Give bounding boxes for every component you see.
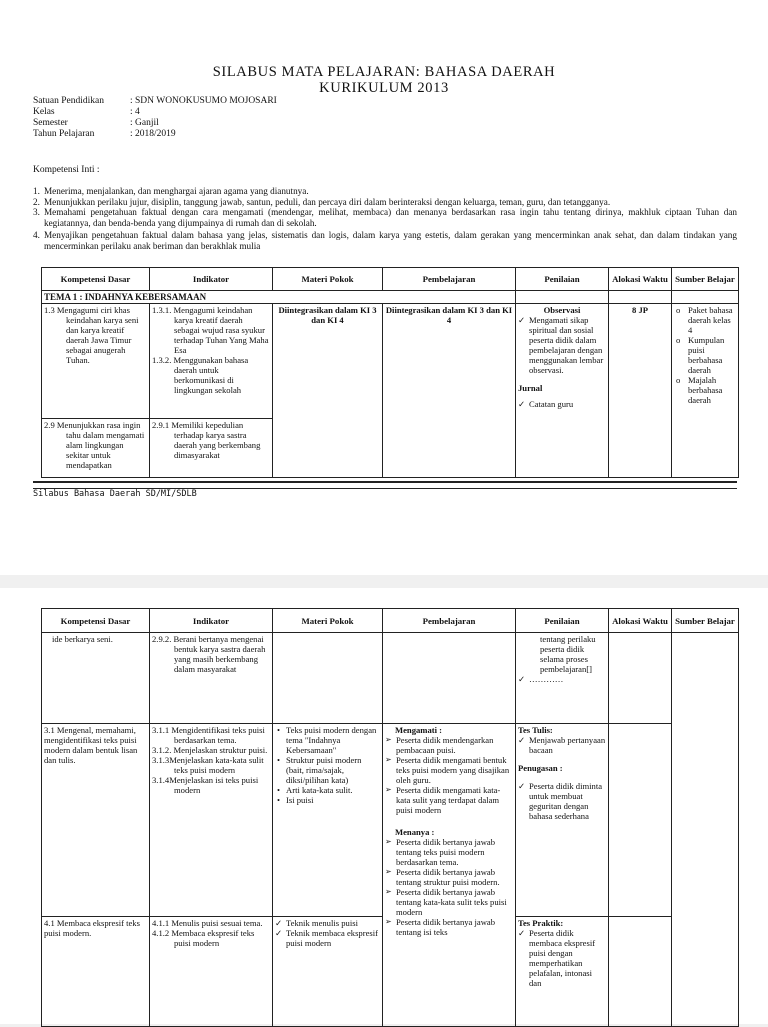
empty-cell [383,633,516,724]
empty-cell [609,724,672,917]
empty-cell [609,633,672,724]
identity-key: Kelas [33,107,55,117]
ki-number: 3. [33,207,40,218]
pembelajaran-item: ➢ Peserta didik mengamati kata-kata sulit yang terdapat dalam puisi modern [385,785,513,815]
kd-text: 2.9 Menunjukkan rasa ingin tahu dalam mengamati alam lingkungan sekitar untuk mendapatkan [44,420,145,470]
kd-text: 3.1 Mengenal, memahami, mengidentifikasi teks puisi modern dalam bentuk lisan dan tulis. [44,725,138,765]
header-kompetensi-dasar: Kompetensi Dasar [42,268,150,291]
indikator-item: 3.1.2. Menjelaskan struktur puisi. [152,745,268,755]
document-subtitle: KURIKULUM 2013 [319,80,449,96]
tema-title: TEMA 1 : INDAHNYA KEBERSAMAAN [42,291,516,304]
identity-row-tahun [33,129,277,140]
kd-2-9 [42,419,150,478]
kd-1-3 [42,304,150,419]
pembelajaran-cell [383,724,516,1027]
identity-value: : 4 [130,107,140,117]
empty-cell [672,291,739,304]
header-alokasi-waktu: Alokasi Waktu [609,268,672,291]
pembelajaran-item: ➢ Peserta didik mendengarkan pembacaan puisi. [385,735,513,755]
ki-item [33,230,737,251]
header-pembelajaran: Pembelajaran [383,268,516,291]
kompetensi-inti-heading: Kompetensi Inti : [33,165,100,175]
pembelajaran-item: ➢ Peserta didik mengamati bentuk teks puisi modern yang disajikan oleh guru. [385,755,513,785]
indikator-2-9-2 [150,633,273,724]
materi-item: • Struktur puisi modern (bait, rima/sajak, diksi/pilihan kata) [275,755,380,785]
indikator-1-3 [150,304,273,419]
identity-row-kelas [33,107,277,118]
table-row [42,633,739,724]
indikator-3-1 [150,724,273,917]
mengamati-label: Mengamati : [395,725,443,735]
penilaian-jurnal-label: Jurnal [518,383,543,393]
tes-praktik-label: Tes Praktik: [518,918,564,928]
header-penilaian: Penilaian [516,268,609,291]
ki-item [33,207,737,228]
materi-item: • Isi puisi [275,795,380,805]
materi-list [275,918,380,948]
kd-text: 1.3 Mengagumi ciri khas keindahan karya seni dan karya kreatif daerah Jawa Timur sebagai anugerah Tuhan. [44,305,139,365]
identity-row-satuan [33,96,277,107]
materi-list [275,725,380,805]
alokasi-waktu-cell: 8 JP [609,304,672,478]
penilaian-item: ✓ Peserta didik membaca ekspresif puisi dengan memperhatikan pelafalan, intonasi dan [518,928,606,988]
menanya-list [385,837,513,937]
ki-text: Menyajikan pengetahuan faktual dalam bahasa yang jelas, sistematis dan logis, dalam karya yang estetis, dalam gerakan yang mencerminkan anak sehat, dan dalam tindakan yang mencerminkan perilaku anak beriman dan berakhlak mulia [44,230,737,251]
table-header-row [42,609,739,633]
materi-4-1 [273,917,383,1027]
syllabus-table-page-2 [41,608,739,1027]
ki-item [33,197,737,208]
penilaian-item: ✓ Menjawab pertanyaan bacaan [518,735,606,755]
indikator-item: 3.1.3Menjelaskan kata-kata sulit teks puisi modern [152,755,264,775]
identity-row-semester [33,118,277,129]
penilaian-cell [516,304,609,478]
identity-key: Satuan Pendidikan [33,96,104,106]
sumber-belajar-cell [672,304,739,478]
penilaian-3-1 [516,724,609,917]
sumber-item: o Majalah berbahasa daerah [674,375,736,405]
materi-item: ✓ Teknik membaca ekspresif puisi modern [275,928,380,948]
header-alokasi-waktu: Alokasi Waktu [609,609,672,633]
indikator-item: 2.9.2. Berani bertanya mengenai bentuk karya sastra daerah yang masih berkembang dalam masyarakat [152,634,266,674]
ki-number: 4. [33,230,40,241]
indikator-item: 1.3.1. Mengagumi keindahan karya kreatif daerah sebagai wujud rasa syukur terhadap Tuhan Yang Maha Esa [152,305,269,355]
materi-3-1 [273,724,383,917]
materi-item: ✓ Teknik menulis puisi [275,918,380,928]
penilaian-item: ✓ Catatan guru [518,399,606,409]
header-materi-pokok: Materi Pokok [273,609,383,633]
empty-cell [273,633,383,724]
table-row [42,724,739,917]
materi-item: • Teks puisi modern dengan tema "Indahnya Kebersamaan" [275,725,380,755]
header-materi-pokok: Materi Pokok [273,268,383,291]
table-header-row [42,268,739,291]
kd-2-9-continued [42,633,150,724]
materi-pokok-cell: Diintegrasikan dalam KI 3 dan KI 4 [273,304,383,478]
penilaian-jurnal-list [518,399,606,409]
pembelajaran-item: ➢ Peserta didik bertanya jawab tentang kata-kata sulit teks puisi modern [385,887,513,917]
ki-text: Memahami pengetahuan faktual dengan cara mengamati (mendengar, melihat, membaca) dan menanya berdasarkan rasa ingin tahu tentang dirinya, makhluk ciptaan Tuhan dan kegiatannya, dan benda-benda yang dijumpainya di rumah dan di sekolah. [44,207,737,228]
header-sumber-belajar: Sumber Belajar [672,609,739,633]
identity-key: Semester [33,118,68,128]
empty-cell [516,291,609,304]
penilaian-item: ✓ Mengamati sikap spiritual dan sosial peserta didik dalam pembelajaran dengan menggunakan lembar observasi. [518,315,606,375]
footer-divider [33,481,737,489]
indikator-item: 2.9.1 Memiliki kepedulian terhadap karya sastra daerah yang berkembang dimasyarakat [152,420,261,460]
ki-number: 1. [33,186,40,196]
identity-value: : 2018/2019 [130,129,176,139]
tes-tulis-label: Tes Tulis: [518,725,553,735]
tes-tulis-list [518,735,606,755]
sumber-item: o Kumpulan puisi berbahasa daerah [674,335,736,375]
indikator-4-1 [150,917,273,1027]
pembelajaran-item: ➢ Peserta didik bertanya jawab tentang isi teks [385,917,513,937]
header-indikator: Indikator [150,609,273,633]
ki-item [33,186,737,197]
indikator-2-9 [150,419,273,478]
footer-text: Silabus Bahasa Daerah SD/MI/SDLB [33,489,197,499]
header-penilaian: Penilaian [516,609,609,633]
ki-text: Menunjukkan perilaku jujur, disiplin, tanggung jawab, santun, peduli, dan percaya diri dalam berinteraksi dengan keluarga, teman, guru, dan tetangganya. [44,196,611,207]
materi-item: • Arti kata-kata sulit. [275,785,380,795]
indikator-item: 4.1.1 Menulis puisi sesuai tema. [152,918,263,928]
pembelajaran-item: ➢ Peserta didik bertanya jawab tentang struktur puisi modern. [385,867,513,887]
empty-cell [609,291,672,304]
indikator-item: 4.1.2 Membaca ekspresif teks puisi modern [152,928,255,948]
document-title: SILABUS MATA PELAJARAN: BAHASA DAERAH [212,64,556,80]
penilaian-list [518,674,606,684]
indikator-item: 3.1.1 Mengidentifikasi teks puisi berdasarkan tema. [152,725,265,745]
header-kompetensi-dasar: Kompetensi Dasar [42,609,150,633]
penilaian-observasi-label: Observasi [543,305,581,315]
kd-text: 4.1 Membaca ekspresif teks puisi modern. [44,918,140,938]
table-row [42,304,739,419]
tema-row [42,291,739,304]
penilaian-text: tentang perilaku peserta didik selama proses pembelajaran[] [540,634,596,674]
indikator-item: 1.3.2. Menggunakan bahasa daerah untuk berkomunikasi di lingkungan sekolah [152,355,249,395]
sumber-item: o Paket bahasa daerah kelas 4 [674,305,736,335]
kd-text: ide berkarya seni. [52,634,113,644]
header-sumber-belajar: Sumber Belajar [672,268,739,291]
ki-number: 2. [33,196,40,207]
indikator-item: 3.1.4Menjelaskan isi teks puisi modern [152,775,259,795]
ki-text: Menerima, menjalankan, dan menghargai ajaran agama yang dianutnya. [44,186,309,196]
identity-key: Tahun Pelajaran [33,129,95,139]
penugasan-list [518,781,606,821]
menanya-label: Menanya : [395,827,435,837]
kd-3-1 [42,724,150,917]
syllabus-table-page-1 [41,267,739,478]
empty-cell [609,917,672,1027]
penilaian-continued [516,633,609,724]
kompetensi-inti-list [33,186,737,252]
header-pembelajaran: Pembelajaran [383,609,516,633]
kd-4-1 [42,917,150,1027]
sumber-belajar-list [674,305,736,405]
mengamati-list [385,735,513,815]
penilaian-4-1 [516,917,609,1027]
penugasan-label: Penugasan : [518,763,563,773]
pembelajaran-cell: Diintegrasikan dalam KI 3 dan KI 4 [383,304,516,478]
document-page-2 [0,588,768,1024]
empty-cell [672,633,739,1027]
tes-praktik-list [518,928,606,988]
pembelajaran-item: ➢ Peserta didik bertanya jawab tentang teks puisi modern berdasarkan tema. [385,837,513,867]
penilaian-observasi-list [518,315,606,375]
header-indikator: Indikator [150,268,273,291]
identity-value: : Ganjil [130,118,159,128]
penilaian-item: ✓ Peserta didik diminta untuk membuat geguritan dengan bahasa sederhana [518,781,606,821]
identity-block [33,96,277,140]
identity-value: : SDN WONOKUSUMO MOJOSARI [130,96,277,106]
penilaian-item: ✓ ………… [518,674,606,684]
